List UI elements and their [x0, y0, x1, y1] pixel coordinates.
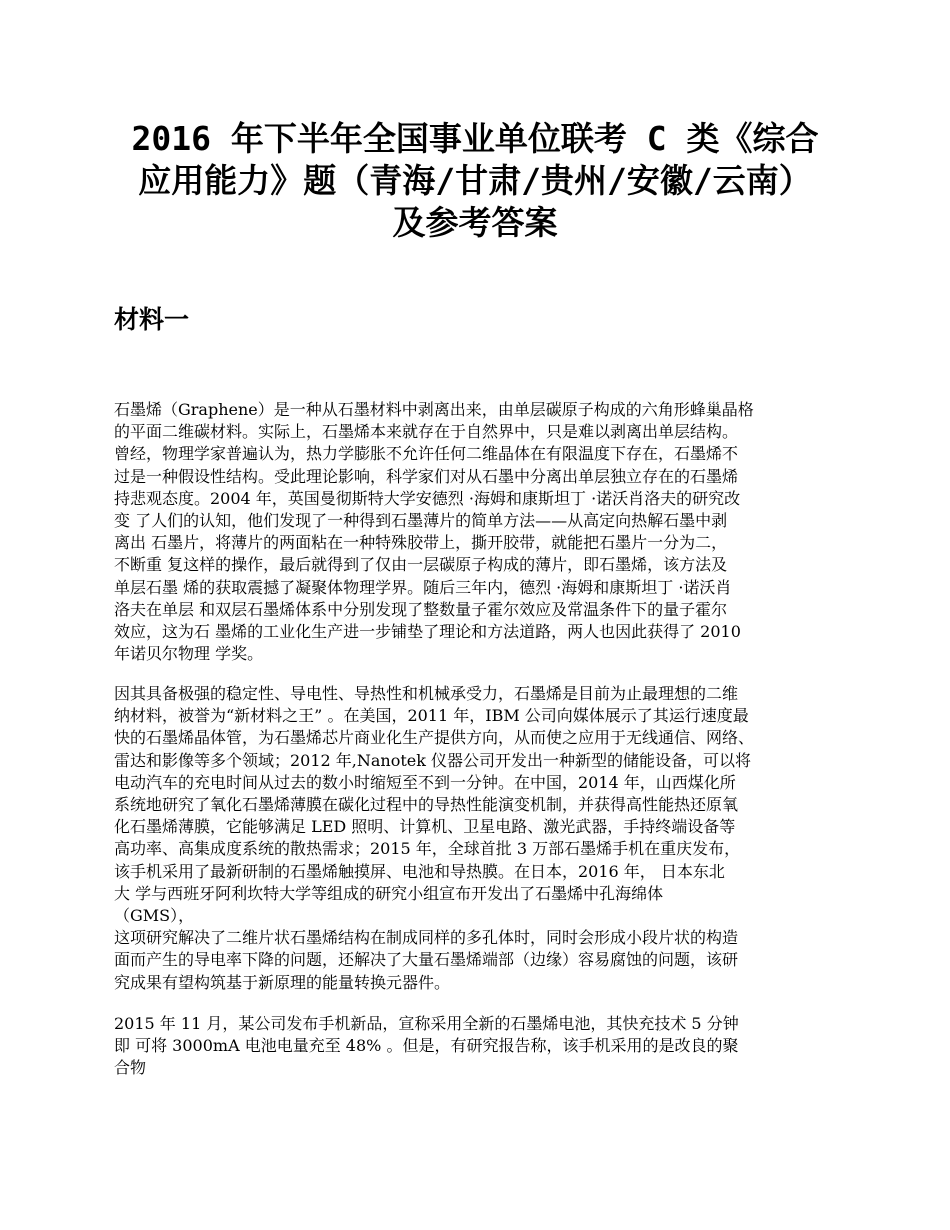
text-line: 雷达和影像等多个领域；2012 年,Nanotek 仪器公司开发出一种新型的储能设备，可以将 [114, 750, 752, 770]
text-line: 过是一种假设性结构。受此理论影响，科学家们对从石墨中分离出单层独立存在的石墨烯 [114, 466, 739, 486]
text-line: 效应，这为石 墨烯的工业化生产进一步铺垫了理论和方法道路，两人也因此获得了 2010 [114, 622, 741, 642]
title-line: 2016 年下半年全国事业单位联考 C 类《综合 [131, 119, 819, 158]
text-line: 电动汽车的充电时间从过去的数小时缩短至不到一分钟。在中国，2014 年，山西煤化所 [114, 772, 736, 792]
text-line: 因其具备极强的稳定性、导电性、导热性和机械承受力，石墨烯是目前为止最理想的二维 [114, 684, 739, 703]
text-line: 这项研究解决了二维片状石墨烯结构在制成同样的多孔体时，同时会形成小段片状的构造 [114, 928, 739, 948]
text-line: 面而产生的导电率下降的问题，还解决了大量石墨烯端部（边缘）容易腐蚀的问题，该研 [114, 950, 739, 970]
text-line: 变 了人们的认知，他们发现了一种得到石墨薄片的简单方法——从高定向热解石墨中剥 [114, 511, 728, 531]
text-line: 洛夫在单层 和双层石墨烯体系中分别发现了整数量子霍尔效应及常温条件下的量子霍尔 [114, 599, 728, 619]
text-line: 的平面二维碳材料。实际上，石墨烯本来就存在于自然界中，只是难以剥离出单层结构。 [114, 422, 739, 442]
text-line: 即 可将 3000mA 电池电量充至 48% 。但是，有研究报告称，该手机采用的是改良的聚 [114, 1036, 739, 1056]
text-line: 大 学与西班牙阿利坎特大学等组成的研究小组宣布开发出了石墨烯中孔海绵体 [114, 883, 664, 903]
text-line: 快的石墨烯晶体管，为石墨烯芯片商业化生产提供方向，从而使之应用于无线通信、网络、 [114, 728, 755, 748]
text-line: 究成果有望构筑基于新原理的能量转换元器件。 [114, 972, 451, 992]
text-line: 合物 [114, 1058, 147, 1078]
text-line: 年诺贝尔物理 学奖。 [114, 644, 264, 664]
text-line: 不断重 复这样的操作，最后就得到了仅由一层碳原子构成的薄片，即石墨烯，该方法及 [114, 555, 728, 575]
text-line: 石墨烯（Graphene）是一种从石墨材料中剥离出来，由单层碳原子构成的六角形蜂巢晶格 [114, 400, 754, 419]
paragraph-graphene-applications [114, 683, 854, 994]
text-line: 单层石墨 烯的获取震撼了凝聚体物理学界。随后三年内，德烈 ·海姆和康斯坦丁 ·诺沃肖 [114, 577, 732, 597]
text-line: 高功率、高集成度系统的散热需求；2015 年，全球首批 3 万部石墨烯手机在重庆发布， [114, 839, 741, 859]
title-line: 及参考答案 [392, 203, 558, 242]
text-line: 离出 石墨片，将薄片的两面粘在一种特殊胶带上，撕开胶带，就能把石墨片一分为二， [114, 533, 728, 553]
text-line: 2015 年 11 月，某公司发布手机新品，宣称采用全新的石墨烯电池，其快充技术 5 分钟 [114, 1014, 739, 1033]
text-line: 纳材料，被誉为“新材料之王” 。在美国，2011 年，IBM 公司向媒体展示了其运行速度最 [114, 706, 749, 726]
section-heading: 材料一 [114, 305, 190, 334]
text-line: 系统地研究了氧化石墨烯薄膜在碳化过程中的导热性能演变机制，并获得高性能热还原氧 [114, 795, 739, 815]
text-line: （GMS）， [114, 906, 195, 926]
paragraph-graphene-battery [114, 1013, 854, 1080]
text-line: 曾经，物理学家普遍认为，热力学膨胀不允许任何二维晶体在有限温度下存在，石墨烯不 [114, 444, 739, 464]
title-line: 应用能力》题（青海/甘肃/贵州/安徽/云南） [138, 161, 812, 200]
text-line: 该手机采用了最新研制的石墨烯触摸屏、电池和导热膜。在日本，2016 年， 日本东北 [114, 861, 725, 881]
document-title [100, 118, 850, 244]
paragraph-graphene-intro [114, 399, 854, 665]
text-line: 持悲观态度。2004 年，英国曼彻斯特大学安德烈 ·海姆和康斯坦丁 ·诺沃肖洛夫的研究改 [114, 488, 741, 508]
text-line: 化石墨烯薄膜，它能够满足 LED 照明、计算机、卫星电路、激光武器，手持终端设备等 [114, 817, 736, 837]
